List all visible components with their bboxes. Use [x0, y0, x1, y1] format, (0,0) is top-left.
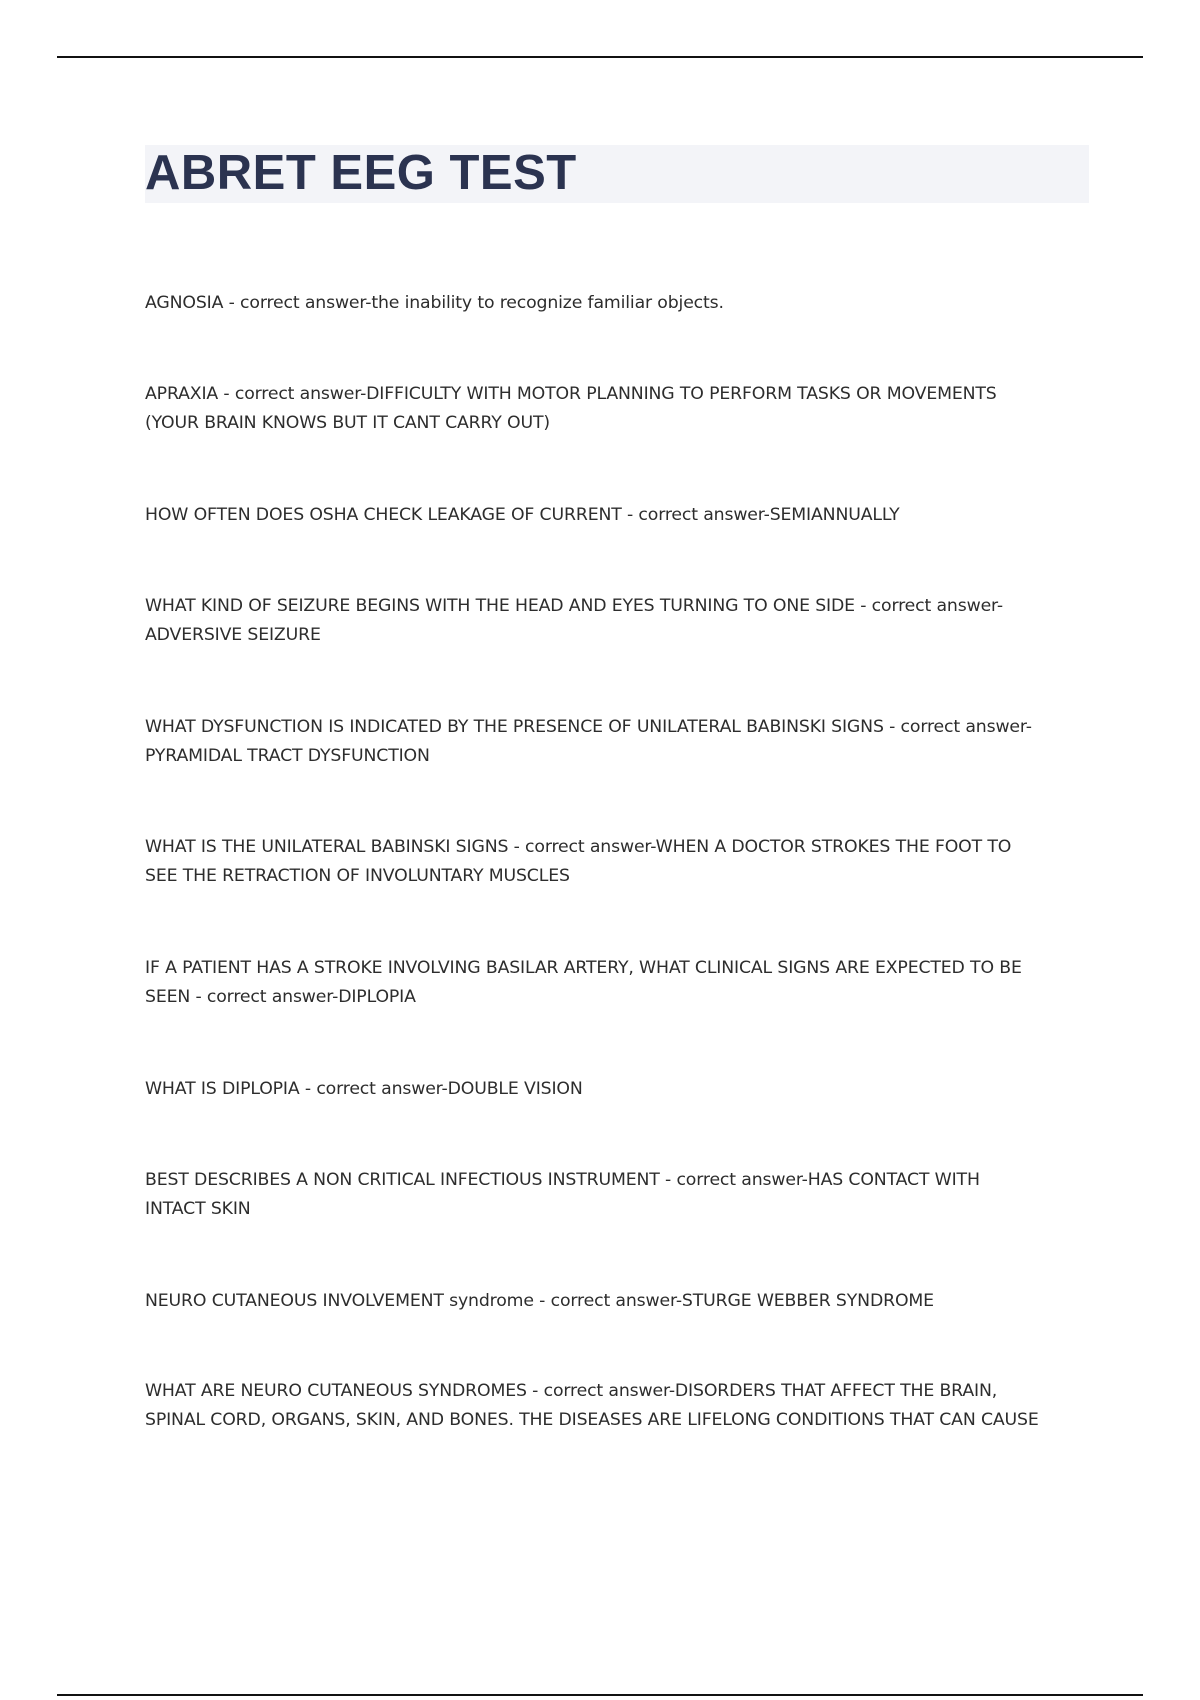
- qa-line: PYRAMIDAL TRACT DYSFUNCTION: [145, 746, 430, 766]
- page-title: ABRET EEG TEST: [145, 146, 577, 200]
- qa-entry-adversive-seizure: [145, 592, 1090, 650]
- qa-entry-osha-leakage: [145, 501, 1090, 530]
- qa-entry-babinski-dysfunction: [145, 713, 1090, 771]
- qa-line: WHAT DYSFUNCTION IS INDICATED BY THE PRESENCE OF UNILATERAL BABINSKI SIGNS - correct answer-: [145, 717, 1032, 737]
- qa-line: WHAT KIND OF SEIZURE BEGINS WITH THE HEAD AND EYES TURNING TO ONE SIDE - correct answer-: [145, 596, 1003, 616]
- qa-line: AGNOSIA - correct answer-the inability to recognize familiar objects.: [145, 293, 724, 313]
- bottom-rule: [57, 1694, 1143, 1696]
- qa-line: WHAT IS THE UNILATERAL BABINSKI SIGNS - correct answer-WHEN A DOCTOR STROKES THE FOOT TO: [145, 837, 1012, 857]
- qa-entry-apraxia: [145, 380, 1090, 438]
- qa-line: IF A PATIENT HAS A STROKE INVOLVING BASILAR ARTERY, WHAT CLINICAL SIGNS ARE EXPECTED TO BE: [145, 958, 1022, 978]
- qa-line: BEST DESCRIBES A NON CRITICAL INFECTIOUS INSTRUMENT - correct answer-HAS CONTACT WITH: [145, 1170, 980, 1190]
- qa-line: WHAT ARE NEURO CUTANEOUS SYNDROMES - correct answer-DISORDERS THAT AFFECT THE BRAIN,: [145, 1381, 998, 1401]
- qa-entry-sturge-webber: [145, 1287, 1090, 1316]
- qa-line: NEURO CUTANEOUS INVOLVEMENT syndrome - correct answer-STURGE WEBBER SYNDROME: [145, 1291, 934, 1311]
- qa-entry-babinski-signs: [145, 833, 1090, 891]
- qa-line: (YOUR BRAIN KNOWS BUT IT CANT CARRY OUT): [145, 413, 550, 433]
- qa-line: APRAXIA - correct answer-DIFFICULTY WITH MOTOR PLANNING TO PERFORM TASKS OR MOVEMENTS: [145, 384, 997, 404]
- top-rule: [57, 56, 1143, 58]
- qa-line: HOW OFTEN DOES OSHA CHECK LEAKAGE OF CURRENT - correct answer-SEMIANNUALLY: [145, 505, 900, 525]
- qa-line: SEE THE RETRACTION OF INVOLUNTARY MUSCLES: [145, 866, 570, 886]
- qa-line: ADVERSIVE SEIZURE: [145, 625, 321, 645]
- qa-entry-neurocutaneous-syndromes: [145, 1377, 1090, 1435]
- qa-entry-basilar-stroke: [145, 954, 1090, 1012]
- qa-line: SEEN - correct answer-DIPLOPIA: [145, 987, 416, 1007]
- qa-entry-agnosia: [145, 289, 1090, 318]
- qa-entry-noncritical-instrument: [145, 1166, 1090, 1224]
- qa-line: INTACT SKIN: [145, 1199, 251, 1219]
- qa-line: SPINAL CORD, ORGANS, SKIN, AND BONES. THE DISEASES ARE LIFELONG CONDITIONS THAT CAN CAUSE: [145, 1410, 1039, 1430]
- qa-line: WHAT IS DIPLOPIA - correct answer-DOUBLE VISION: [145, 1079, 583, 1099]
- qa-entry-diplopia: [145, 1075, 1090, 1104]
